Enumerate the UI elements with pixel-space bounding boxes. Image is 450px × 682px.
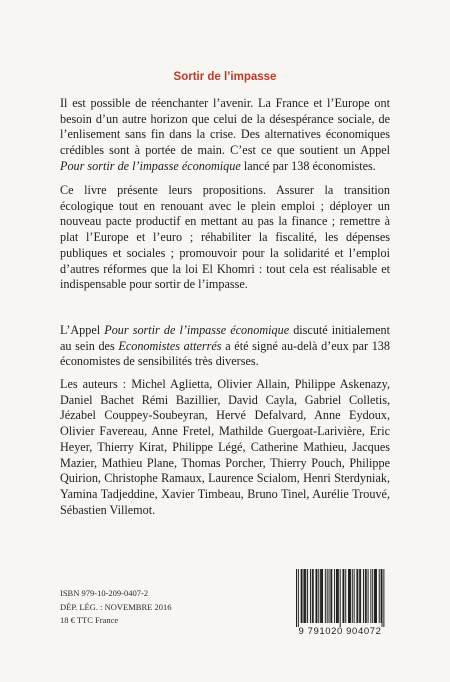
appeal-title: Pour sortir de l’impasse économique [60, 158, 241, 173]
barcode [288, 567, 392, 643]
barcode-bars-icon [288, 567, 392, 629]
appeal-paragraph [60, 323, 390, 370]
colophon [60, 587, 171, 628]
authors-paragraph: Les auteurs : Michel Aglietta, Olivier Allain, Philippe Askenazy, Daniel Bachet Rémi Bazillier, David Cayla, Gabriel Colletis, Jézabel Couppey-Soubeyran, Hervé Defalvard, Anne Eydoux, Olivier Favereau, Anne Fretel, Mathilde Guergoat-Larivière, Eric Heyer, Thierry Kirat, Philippe Légé, Catherine Mathieu, Jacques Mazier, Mathieu Plane, Thomas Porcher, Thierry Pouch, Philippe Quirion, Christophe Ramaux, Laurence Scialom, Henri Sterdyniak, Yamina Tadjeddine, Xavier Timbeau, Bruno Tinel, Aurélie Trouvé, Sébastien Villemot. [60, 377, 390, 517]
group-name-italic: Economistes atterrés [118, 338, 222, 353]
barcode-digits: 9 791020 904072 [298, 626, 382, 637]
intro-text: Il est possible de réenchanter l’avenir. La France et l’Europe ont besoin d’un autre horizon que celui de la désespérance sociale, de l’enlisement sans fin dans la crise. Des alternatives économiques crédibles sont à portée de main. C’est ce que soutient un Appel [60, 96, 390, 158]
propositions-paragraph: Ce livre présente leurs propositions. Assurer la transition écologique tout en renouant avec le plein emploi ; déployer un nouveau pacte productif en mettant au pas la finance ; remettre à plat l’Europe et l’euro ; réhabiliter la fiscalité, les dépenses publiques et sociales ; promouvoir pour la solidarité et l’emploi d’autres réformes que la loi El Khomri : tout cela est réalisable et indispensable pour sortir de l’impasse. [60, 183, 390, 292]
intro-paragraph [60, 96, 390, 175]
intro-text-end: lancé par 138 économistes. [240, 158, 376, 173]
appeal-title-italic: Pour sortir de l’impasse économique [104, 323, 290, 337]
appeal-text-start: L’Appel [60, 323, 105, 337]
isbn-line: ISBN 979-10-209-0407-2 [60, 588, 149, 598]
legal-deposit-line: DÉP. LÉG. : NOVEMBRE 2016 [60, 601, 172, 612]
appeal-text-mid: discuté initialement au sein des [60, 323, 391, 353]
price-line: 18 € TTC France [60, 615, 119, 625]
section-title: Sortir de l’impasse [173, 71, 277, 83]
appeal-text-end: a été signé au-delà d’eux par 138 économistes de sensibilités très diverses. [60, 338, 390, 369]
